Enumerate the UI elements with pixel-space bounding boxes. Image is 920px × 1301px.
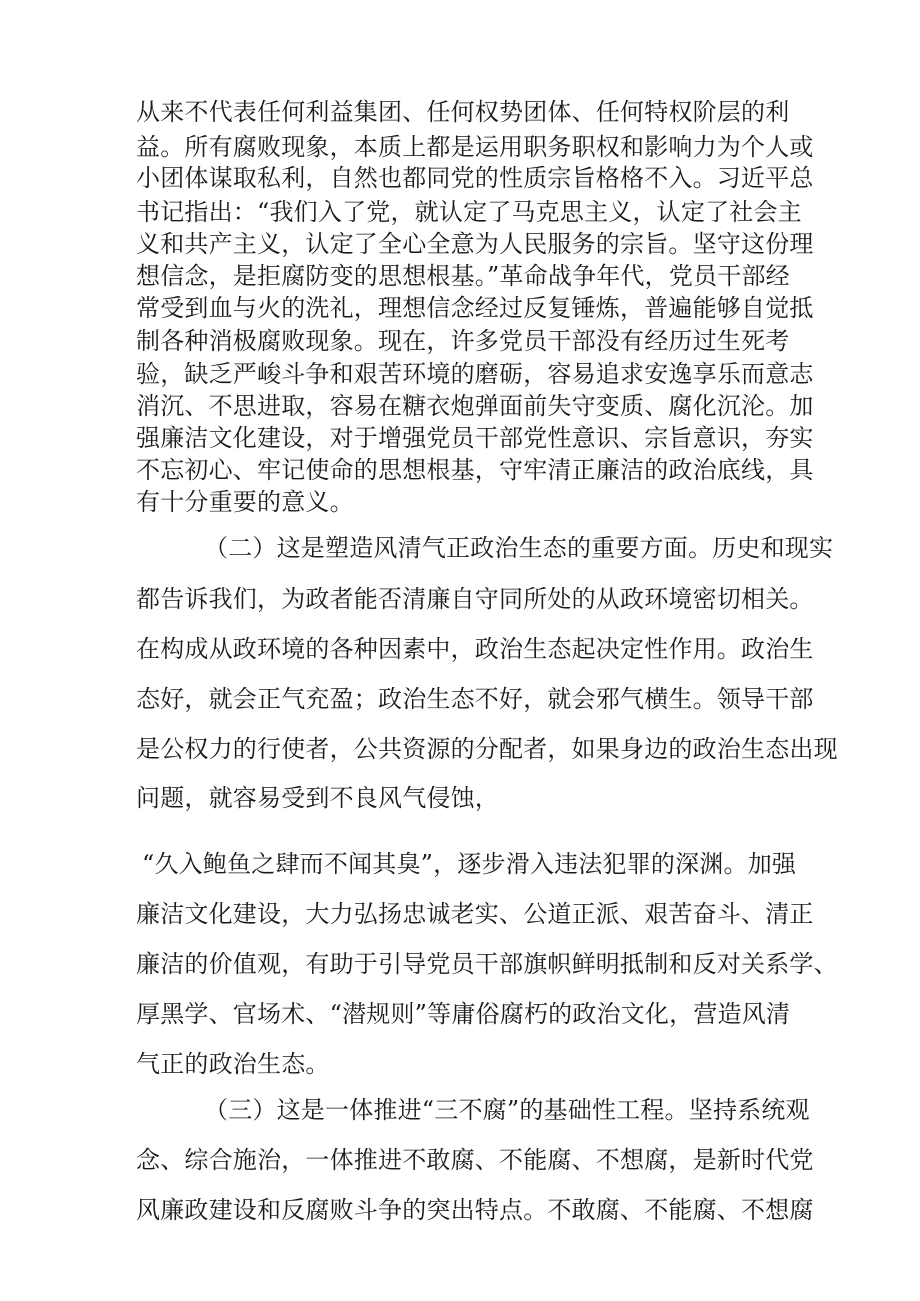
paragraph-1-line: 消沉、不思进取，容易在糖衣炮弹面前失守变质、腐化沉沦。加 <box>136 392 814 420</box>
paragraph-1-line: 强廉洁文化建设，对于增强党员干部党性意识、宗旨意识，夯实 <box>136 424 814 452</box>
paragraph-2-line: 都告诉我们，为政者能否清廉自守同所处的从政环境密切相关。 <box>136 585 814 613</box>
paragraph-4-line: 念、综合施治，一体推进不敢腐、不能腐、不想腐，是新时代党 <box>136 1146 814 1174</box>
paragraph-2-line: 问题，就容易受到不良风气侵蚀， <box>136 784 499 812</box>
paragraph-3-line: 廉洁的价值观，有助于引导党员干部旗帜鲜明抵制和反对关系学、 <box>136 950 838 978</box>
paragraph-3-line: 厚黑学、官场术、“潜规则”等庸俗腐朽的政治文化，营造风清 <box>136 1000 791 1028</box>
paragraph-4-line: 风廉政建设和反腐败斗争的突出特点。不敢腐、不能腐、不想腐 <box>136 1196 814 1224</box>
paragraph-1-line: 制各种消极腐败现象。现在，许多党员干部没有经历过生死考 <box>136 327 790 355</box>
paragraph-1-line: 有十分重要的意义。 <box>136 488 354 516</box>
paragraph-1-line: 书记指出：“我们入了党，就认定了马克思主义，认定了社会主 <box>136 198 802 226</box>
paragraph-2-line: 态好，就会正气充盈；政治生态不好，就会邪气横生。领导干部 <box>136 685 814 713</box>
paragraph-2-line: （二）这是塑造风清气正政治生态的重要方面。历史和现实 <box>204 534 834 562</box>
paragraph-4-line: （三）这是一体推进“三不腐”的基础性工程。坚持系统观 <box>204 1096 810 1124</box>
paragraph-3-line: 廉洁文化建设，大力弘扬忠诚老实、公道正派、艰苦奋斗、清正 <box>136 900 814 928</box>
paragraph-3-line: 气正的政治生态。 <box>136 1050 330 1078</box>
paragraph-1-line: 不忘初心、牢记使命的思想根基，守牢清正廉洁的政治底线，具 <box>136 456 814 484</box>
paragraph-2-line: 在构成从政环境的各种因素中，政治生态起决定性作用。政治生 <box>136 635 814 663</box>
paragraph-1-line: 从来不代表任何利益集团、任何权势团体、任何特权阶层的利 <box>136 98 790 126</box>
paragraph-1-line: 常受到血与火的洗礼，理想信念经过反复锤炼，普遍能够自觉抵 <box>136 294 814 322</box>
paragraph-1-line: 想信念，是拒腐防变的思想根基。”革命战争年代，党员干部经 <box>136 262 790 290</box>
paragraph-1-line: 义和共产主义，认定了全心全意为人民服务的宗旨。坚守这份理 <box>136 230 814 258</box>
paragraph-3-line: “久入鲍鱼之肆而不闻其臭”，逐步滑入违法犯罪的深渊。加强 <box>142 850 797 878</box>
paragraph-1-line: 验，缺乏严峻斗争和艰苦环境的磨砺，容易追求安逸享乐而意志 <box>136 360 814 388</box>
paragraph-1-line: 益。所有腐败现象，本质上都是运用职务职权和影响力为个人或 <box>136 133 814 161</box>
paragraph-2-line: 是公权力的行使者，公共资源的分配者，如果身边的政治生态出现 <box>136 735 838 763</box>
paragraph-1-line: 小团体谋取私利，自然也都同党的性质宗旨格格不入。习近平总 <box>136 164 814 192</box>
